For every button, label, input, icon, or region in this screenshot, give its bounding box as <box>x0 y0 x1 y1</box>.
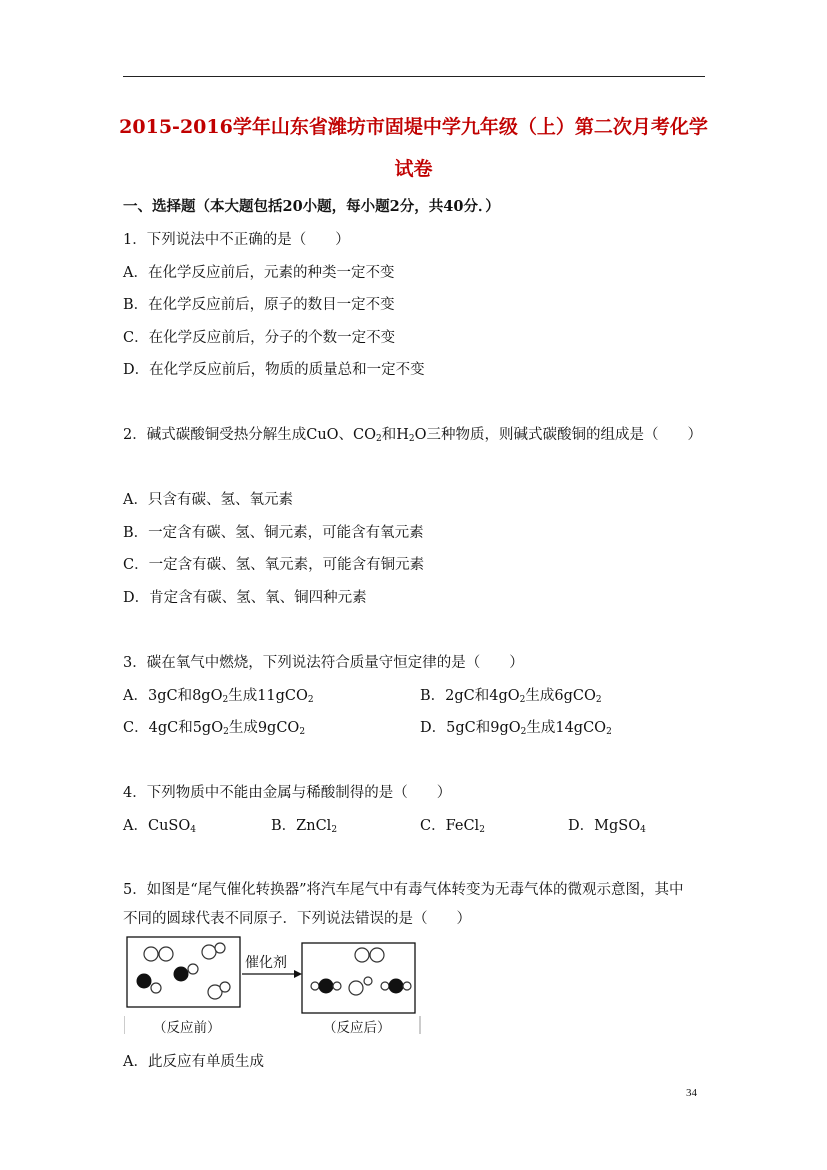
q4-stem: 4．下列物质中不能由金属与稀酸制得的是（ ） <box>123 785 452 801</box>
q2-stem: 2．碱式碳酸铜受热分解生成CuO、$CO_2$和$H_2O$三种物质，则碱式碳酸铜的组成是（ ） <box>123 427 703 444</box>
q5-stem-line1: 5．如图是“尾气催化转换器”将汽车尾气中有毒气体转变为无毒气体的微观示意图，其中 <box>123 882 684 898</box>
q2-option-a: A．只含有碳、氢、氧元素 <box>123 492 293 508</box>
q2-option-c: C．一定含有碳、氢、氧元素，可能含有铜元素 <box>123 557 425 573</box>
after-caption: （反应后） <box>323 1020 391 1036</box>
document-title-continued: 试卷 <box>394 158 433 180</box>
q4-option-b: B．ZnCl$_2$ <box>271 818 338 835</box>
q3-option-a: A．3gC和$8gO_2$生成11gCO$_2$ <box>123 688 314 705</box>
q5-stem-line2: 不同的圆球代表不同原子．下列说法错误的是（ ） <box>123 911 471 927</box>
q3-stem: 3．碳在氧气中燃烧，下列说法符合质量守恒定律的是（ ） <box>123 655 524 671</box>
q2-option-b: B．一定含有碳、氢、铜元素，可能含有氧元素 <box>123 525 424 541</box>
header-rule <box>123 76 705 77</box>
q1-option-a: A．在化学反应前后，元素的种类一定不变 <box>123 265 395 281</box>
section-heading: 一、选择题（本大题包括20小题，每小题2分，共40分．） <box>123 198 500 215</box>
page-number: 34 <box>686 1087 697 1099</box>
q3-option-d: D．5gC和$9gO_2$生成14gCO$_2$ <box>420 720 612 737</box>
q1-option-c: C．在化学反应前后，分子的个数一定不变 <box>123 330 396 346</box>
q4-option-a: A．CuSO$_4$ <box>123 818 196 835</box>
q4-option-d: D．MgSO$_4$ <box>568 818 646 835</box>
q5-option-a: A．此反应有单质生成 <box>123 1054 264 1070</box>
q1-option-b: B．在化学反应前后，原子的数目一定不变 <box>123 297 395 313</box>
q1-option-d: D．在化学反应前后，物质的质量总和一定不变 <box>123 362 425 378</box>
q3-option-c: C．4gC和$5gO_2$生成9gCO$_2$ <box>123 720 306 737</box>
q1-stem: 1．下列说法中不正确的是（ ） <box>123 232 350 248</box>
q3-option-b: B．2gC和$4gO_2$生成6gCO$_2$ <box>420 688 602 705</box>
before-caption: （反应前） <box>153 1020 221 1036</box>
document-title: 2015-2016学年山东省潍坊市固堤中学九年级（上）第二次月考化学 <box>119 116 708 138</box>
catalyst-label: 催化剂 <box>245 955 287 971</box>
q4-option-c: C．FeCl$_2$ <box>420 818 485 835</box>
q2-option-d: D．肯定含有碳、氢、氧、铜四种元素 <box>123 590 367 606</box>
